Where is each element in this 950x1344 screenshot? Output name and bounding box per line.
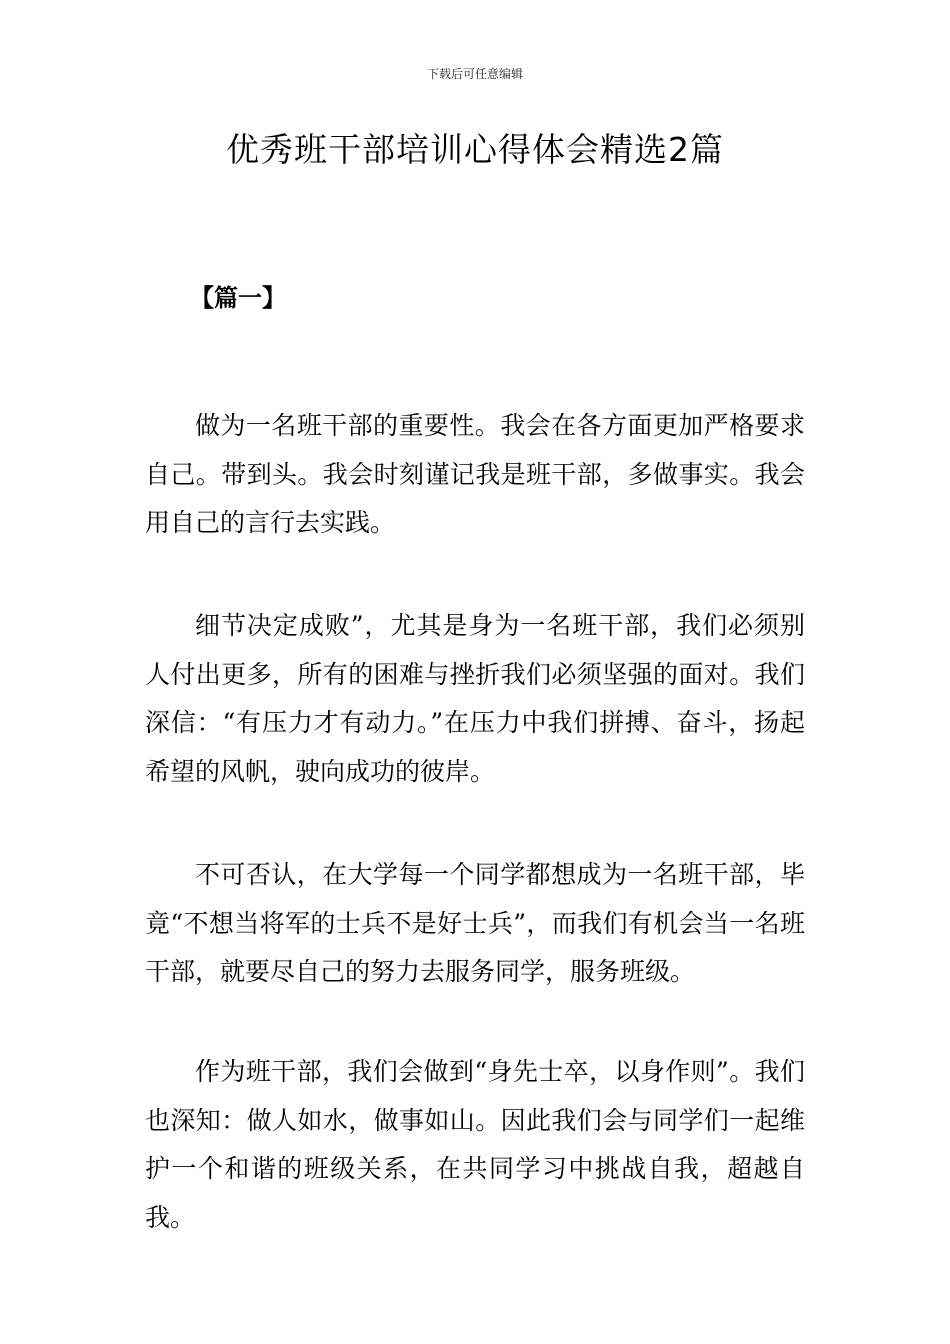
header-note: 下载后可任意编辑: [426, 67, 523, 81]
paragraph-1: 做为一名班干部的重要性。我会在各方面更加严格要求自己。带到头。我会时刻谨记我是班干部，多做事实。我会用自己的言行去实践。: [145, 411, 805, 537]
paragraph-4: 作为班干部，我们会做到“身先士卒，以身作则”。我们也深知：做人如水，做事如山。因此我们会与同学们一起维护一个和谐的班级关系，在共同学习中挑战自我，超越自我。: [145, 1057, 805, 1232]
paragraph-3: 不可否认，在大学每一个同学都想成为一名班干部，毕竟“不想当将军的士兵不是好士兵”，而我们有机会当一名班干部，就要尽自己的努力去服务同学，服务班级。: [145, 860, 805, 986]
paragraph-2: 细节决定成败”，尤其是身为一名班干部，我们必须别人付出更多，所有的困难与挫折我们必须坚强的面对。我们深信：“有压力才有动力。”在压力中我们拼搏、奋斗，扬起希望的风帆，驶向成功的彼岸。: [145, 611, 805, 786]
section-label: 【篇一】: [190, 284, 286, 312]
document-title: 优秀班干部培训心得体会精选2篇: [226, 130, 724, 169]
